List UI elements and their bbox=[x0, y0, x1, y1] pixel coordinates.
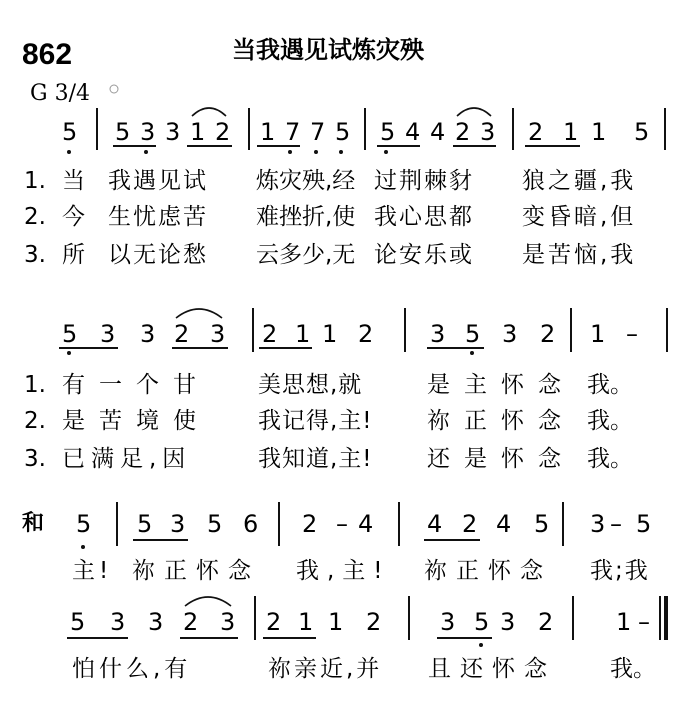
note: 1 bbox=[298, 608, 314, 636]
note: 3 bbox=[440, 608, 456, 636]
verse-3-line-1 bbox=[24, 242, 636, 268]
refrain-label: 和 bbox=[22, 511, 45, 536]
note: – bbox=[626, 320, 638, 348]
lyric: 今 bbox=[62, 204, 85, 230]
octave-dots bbox=[81, 545, 85, 549]
note: 3 bbox=[590, 510, 606, 538]
note: 3 bbox=[170, 510, 186, 538]
lyric: 当 bbox=[62, 168, 87, 194]
lyric: 我心思都 bbox=[374, 204, 474, 230]
note: 7 bbox=[285, 118, 301, 146]
refrain-music-line-1 bbox=[76, 502, 651, 549]
note: 5 bbox=[474, 608, 490, 636]
note: 4 bbox=[430, 118, 446, 146]
slurs bbox=[192, 108, 491, 116]
note: 5 bbox=[115, 118, 131, 146]
note: 3 bbox=[220, 608, 236, 636]
note: 1 bbox=[295, 320, 311, 348]
note: 2 bbox=[358, 320, 374, 348]
lyric: 且还怀念 bbox=[428, 656, 556, 682]
notes bbox=[62, 118, 649, 146]
note: 2 bbox=[302, 510, 318, 538]
verse-number: 2. bbox=[24, 204, 46, 230]
slurs bbox=[185, 597, 231, 606]
note: 3 bbox=[430, 320, 446, 348]
note: 2 bbox=[462, 510, 478, 538]
lyric: 美思想,就 bbox=[258, 372, 363, 398]
verse-number: 3. bbox=[24, 446, 46, 472]
lyric: 有一个甘 bbox=[62, 372, 210, 398]
note: 1 bbox=[563, 118, 579, 146]
lyric: 论安乐或 bbox=[374, 242, 474, 268]
note: 1 bbox=[328, 608, 344, 636]
note: 3 bbox=[480, 118, 496, 146]
note: 5 bbox=[380, 118, 396, 146]
verse-2-line-2 bbox=[24, 408, 633, 434]
lyric: 还是怀念 bbox=[427, 446, 575, 472]
lyric: 已满足,因 bbox=[62, 446, 192, 472]
note: 5 bbox=[62, 118, 78, 146]
lyric: 我;我 bbox=[590, 558, 650, 584]
note: 4 bbox=[427, 510, 443, 538]
note: 3 bbox=[165, 118, 181, 146]
note: 5 bbox=[70, 608, 86, 636]
verse-lyrics-line-1 bbox=[24, 168, 636, 268]
note: 2 bbox=[540, 320, 556, 348]
lyric: 难挫折,使 bbox=[256, 204, 356, 230]
note: 2 bbox=[528, 118, 544, 146]
note: 1 bbox=[260, 118, 276, 146]
note: 1 bbox=[591, 118, 607, 146]
note: 5 bbox=[62, 320, 78, 348]
lyric: 我遇见试 bbox=[108, 168, 208, 194]
lyric: 祢亲近,并 bbox=[268, 656, 383, 682]
note: 2 bbox=[215, 118, 231, 146]
refrain-lyrics-line-1 bbox=[72, 558, 650, 584]
refrain-lyrics-line-2 bbox=[72, 656, 656, 682]
note: 3 bbox=[500, 608, 516, 636]
note: 5 bbox=[634, 118, 650, 146]
note: 1 bbox=[590, 320, 606, 348]
verse-number: 3. bbox=[24, 242, 46, 268]
notes bbox=[70, 608, 650, 636]
note: – bbox=[610, 510, 622, 538]
lyric: 我知道,主! bbox=[258, 446, 373, 472]
note: 6 bbox=[243, 510, 259, 538]
note: 1 bbox=[322, 320, 338, 348]
lyric: 我。 bbox=[587, 372, 633, 398]
lyric: 炼灾殃,经 bbox=[256, 168, 356, 194]
note: – bbox=[336, 510, 348, 538]
verse-number: 1. bbox=[24, 372, 46, 398]
octave-dots bbox=[67, 150, 388, 154]
octave-dots bbox=[67, 351, 474, 355]
note: 2 bbox=[266, 608, 282, 636]
refrain-music-line-2 bbox=[67, 596, 666, 647]
lyric: 过荆棘豺 bbox=[374, 168, 474, 194]
lyric: 狼之疆,我 bbox=[522, 168, 637, 194]
lyric: 所 bbox=[62, 242, 85, 268]
note: 5 bbox=[534, 510, 550, 538]
lyric: 主! bbox=[72, 558, 113, 584]
note: 3 bbox=[140, 118, 156, 146]
lyric: 生忧虑苦 bbox=[108, 204, 208, 230]
lyric: 我。 bbox=[587, 408, 633, 434]
note: 2 bbox=[538, 608, 554, 636]
lyric: 我。 bbox=[610, 656, 656, 682]
verse-music-line-2 bbox=[59, 308, 667, 355]
note: 3 bbox=[502, 320, 518, 348]
note: 3 bbox=[210, 320, 226, 348]
lyric: 祢正怀念 bbox=[427, 408, 575, 434]
note: 5 bbox=[335, 118, 351, 146]
lyric: 是主怀念 bbox=[427, 372, 575, 398]
note: 4 bbox=[405, 118, 421, 146]
note: 5 bbox=[137, 510, 153, 538]
note: 4 bbox=[496, 510, 512, 538]
breath-mark bbox=[110, 85, 118, 93]
note: 3 bbox=[140, 320, 156, 348]
verse-2-line-1 bbox=[24, 204, 636, 230]
notes bbox=[76, 510, 651, 538]
note: 2 bbox=[262, 320, 278, 348]
note: 2 bbox=[366, 608, 382, 636]
note: 2 bbox=[174, 320, 190, 348]
octave-dots bbox=[479, 643, 483, 647]
lyric: 祢正怀念 bbox=[424, 558, 552, 584]
lyric: 怕什么,有 bbox=[72, 656, 192, 682]
lyric: 以无论愁 bbox=[108, 242, 208, 268]
note: 3 bbox=[148, 608, 164, 636]
hymn-title: 当我遇见试炼灾殃 bbox=[232, 36, 424, 64]
lyric: 我,主! bbox=[296, 558, 391, 584]
barlines bbox=[255, 596, 666, 640]
verse-number: 1. bbox=[24, 168, 46, 194]
lyric: 变昏暗,但 bbox=[522, 204, 637, 230]
verse-number: 2. bbox=[24, 408, 46, 434]
note: 4 bbox=[358, 510, 374, 538]
note: 5 bbox=[465, 320, 481, 348]
note: 5 bbox=[636, 510, 652, 538]
note: 2 bbox=[183, 608, 199, 636]
note: 5 bbox=[207, 510, 223, 538]
key-signature: G 3/4 bbox=[30, 81, 90, 106]
verse-1-line-2 bbox=[24, 372, 633, 398]
verse-1-line-1 bbox=[24, 168, 636, 194]
notes bbox=[62, 320, 638, 348]
note: 2 bbox=[455, 118, 471, 146]
note: 3 bbox=[110, 608, 126, 636]
lyric: 云多少,无 bbox=[256, 242, 356, 268]
lyric: 祢正怀念 bbox=[132, 558, 260, 584]
note: 7 bbox=[310, 118, 326, 146]
verse-music-line-1 bbox=[62, 108, 665, 154]
hymn-number: 862 bbox=[22, 38, 73, 71]
note: 1 bbox=[190, 118, 206, 146]
slurs bbox=[176, 309, 222, 318]
note: 5 bbox=[76, 510, 92, 538]
lyric: 我。 bbox=[587, 446, 633, 472]
lyric: 我记得,主! bbox=[258, 408, 373, 434]
note: 3 bbox=[100, 320, 116, 348]
lyric: 是苦境使 bbox=[62, 408, 210, 434]
verse-lyrics-line-2 bbox=[24, 372, 633, 472]
note: – bbox=[638, 608, 650, 636]
verse-3-line-2 bbox=[24, 446, 633, 472]
lyric: 是苦恼,我 bbox=[522, 242, 637, 268]
note: 1 bbox=[616, 608, 632, 636]
